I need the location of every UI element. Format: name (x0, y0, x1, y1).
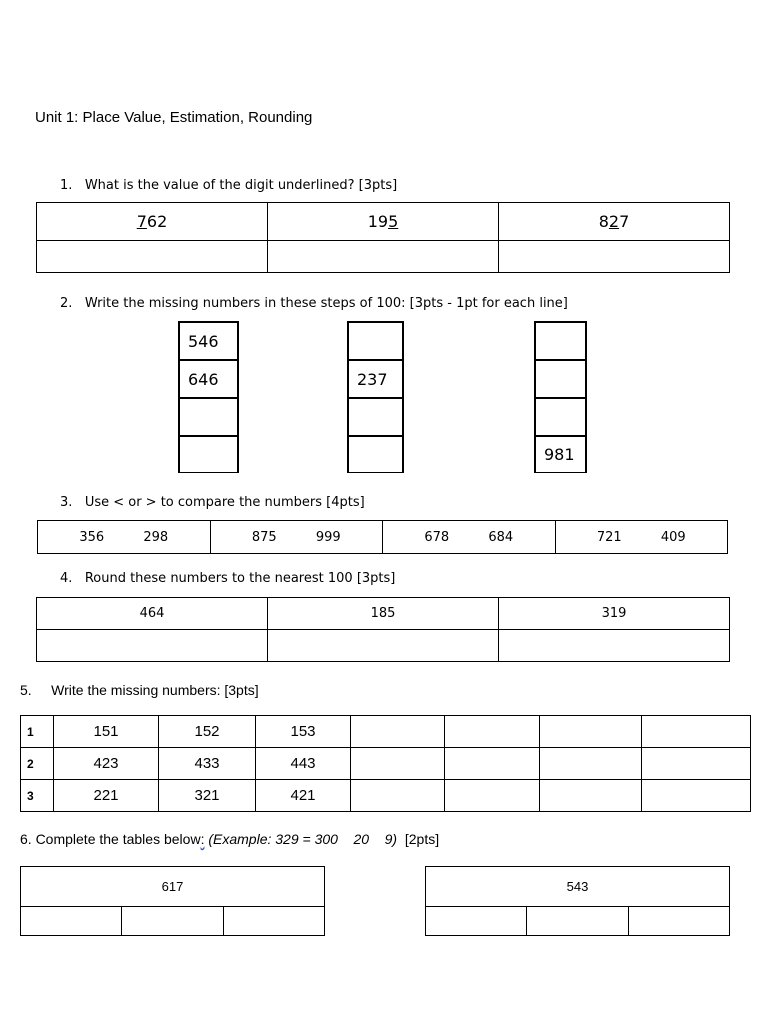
question-2 (60, 296, 568, 311)
question-6 (20, 831, 439, 847)
q5-row-number: 3 (21, 780, 54, 812)
q5-answer-cell[interactable] (642, 748, 751, 780)
q6-answer-cell[interactable] (426, 907, 527, 936)
q5-answer-cell[interactable] (540, 716, 642, 748)
q5-answer-cell[interactable] (351, 748, 445, 780)
q6-table-2 (425, 866, 730, 936)
question-1 (60, 178, 397, 193)
page-title: Unit 1: Place Value, Estimation, Rounding (35, 109, 313, 126)
q2-cell: 237 (348, 360, 403, 398)
q5-answer-cell[interactable] (540, 748, 642, 780)
q5-cell: 321 (159, 780, 256, 812)
q1-number: 1. (60, 178, 73, 193)
q5-answer-cell[interactable] (351, 716, 445, 748)
q5-number: 5. (20, 682, 32, 698)
q2-cell: 546 (179, 322, 238, 360)
q2-answer-cell[interactable] (348, 398, 403, 436)
q3-pair-cell[interactable]: 875 999 (210, 521, 383, 554)
q5-row (21, 748, 751, 780)
q5-row-number: 2 (21, 748, 54, 780)
q5-row-number: 1 (21, 716, 54, 748)
q5-answer-cell[interactable] (540, 780, 642, 812)
q5-row (21, 716, 751, 748)
q4-table (36, 597, 730, 662)
question-4 (60, 571, 395, 586)
q6-answer-cell[interactable] (628, 907, 729, 936)
q5-cell: 153 (256, 716, 351, 748)
q5-cell: 151 (54, 716, 159, 748)
q1-table (36, 202, 730, 273)
q2-column-2 (347, 321, 404, 473)
q6-text: 6. Complete the tables below (20, 831, 201, 847)
q1-answer-cell[interactable] (268, 241, 499, 273)
q6-answer-cell[interactable] (122, 907, 223, 936)
q5-text: Write the missing numbers: [3pts] (51, 682, 259, 698)
q1-answer-cell[interactable] (499, 241, 730, 273)
q1-number-cell: 762 (37, 203, 268, 241)
q2-answer-cell[interactable] (348, 322, 403, 360)
q5-answer-cell[interactable] (445, 748, 540, 780)
q2-answer-cell[interactable] (179, 436, 238, 472)
q2-number: 2. (60, 296, 73, 311)
q4-number-cell: 185 (268, 598, 499, 630)
q6-answer-cell[interactable] (223, 907, 324, 936)
q4-answer-cell[interactable] (37, 630, 268, 662)
q6-table-1 (20, 866, 325, 936)
q3-table (37, 520, 728, 554)
q4-number-cell: 464 (37, 598, 268, 630)
q3-number: 3. (60, 495, 73, 510)
q2-text: Write the missing numbers in these steps of 100: [3pts - 1pt for each line] (84, 296, 568, 311)
q5-table (20, 715, 751, 812)
question-5 (20, 682, 259, 698)
q3-text: Use < or > to compare the numbers [4pts] (84, 495, 365, 510)
q5-cell: 152 (159, 716, 256, 748)
q2-column-3 (534, 321, 587, 473)
q6-answer-cell[interactable] (21, 907, 122, 936)
q5-answer-cell[interactable] (445, 780, 540, 812)
q2-cell: 646 (179, 360, 238, 398)
q5-cell: 433 (159, 748, 256, 780)
q6-colon: : (200, 831, 205, 847)
q5-answer-cell[interactable] (642, 780, 751, 812)
q2-answer-cell[interactable] (179, 398, 238, 436)
q4-answer-cell[interactable] (268, 630, 499, 662)
q2-answer-cell[interactable] (535, 322, 586, 360)
q5-answer-cell[interactable] (642, 716, 751, 748)
q3-pair-cell[interactable]: 678 684 (383, 521, 556, 554)
q1-answer-cell[interactable] (37, 241, 268, 273)
q4-number-cell: 319 (499, 598, 730, 630)
q1-number-cell: 195 (268, 203, 499, 241)
question-3 (60, 495, 365, 510)
q5-cell: 221 (54, 780, 159, 812)
q2-column-1 (178, 321, 239, 473)
q5-cell: 423 (54, 748, 159, 780)
q5-answer-cell[interactable] (445, 716, 540, 748)
q5-cell: 443 (256, 748, 351, 780)
q6-number-cell: 617 (21, 867, 325, 907)
q1-text: What is the value of the digit underlined? [3pts] (84, 178, 398, 193)
q4-text: Round these numbers to the nearest 100 [3pts] (84, 571, 396, 586)
q3-pair-cell[interactable]: 721 409 (555, 521, 728, 554)
q6-number-cell: 543 (426, 867, 730, 907)
q5-row (21, 780, 751, 812)
q4-number: 4. (60, 571, 73, 586)
q5-answer-cell[interactable] (351, 780, 445, 812)
q2-answer-cell[interactable] (535, 360, 586, 398)
q6-points: [2pts] (404, 831, 440, 847)
q5-cell: 421 (256, 780, 351, 812)
q3-pair-cell[interactable]: 356 298 (38, 521, 211, 554)
q4-answer-cell[interactable] (499, 630, 730, 662)
q2-answer-cell[interactable] (348, 436, 403, 472)
q2-answer-cell[interactable] (535, 398, 586, 436)
q6-example: (Example: 329 = 300 20 9) (208, 831, 398, 847)
q2-cell: 981 (535, 436, 586, 472)
q6-answer-cell[interactable] (527, 907, 628, 936)
q1-number-cell: 827 (499, 203, 730, 241)
